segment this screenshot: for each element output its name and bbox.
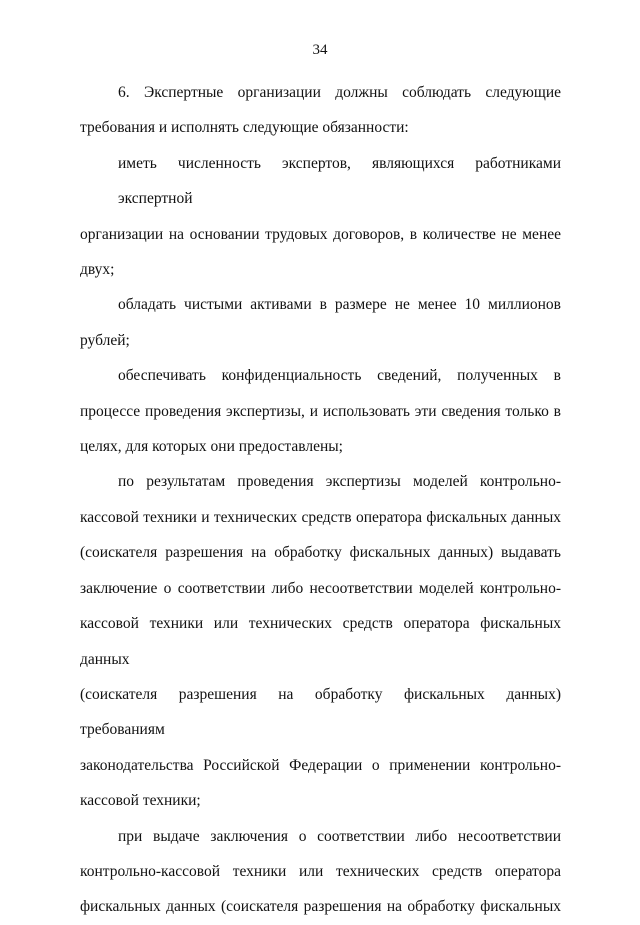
text-line: по результатам проведения экспертизы моделей контрольно- — [118, 473, 561, 491]
text-line: обеспечивать конфиденциальность сведений, полученных в — [118, 367, 561, 385]
text-line: контрольно-кассовой техники или технических средств оператора — [80, 862, 561, 880]
text-line: законодательства Российской Федерации о применении контрольно- — [80, 756, 561, 774]
paragraph-net-assets — [80, 287, 561, 358]
paragraph-6-intro — [80, 75, 561, 146]
text-line: (соискателя разрешения на обработку фискальных данных) требованиям — [80, 685, 561, 739]
text-line: кассовой техники; — [80, 792, 201, 810]
text-line: требования и исполнять следующие обязанности: — [80, 119, 409, 137]
text-line: обладать чистыми активами в размере не менее 10 миллионов — [118, 296, 561, 314]
text-line: (соискателя разрешения на обработку фискальных данных) выдавать — [80, 544, 561, 562]
text-line: целях, для которых они предоставлены; — [80, 438, 343, 456]
text-line: двух; — [80, 261, 115, 279]
paragraph-experts-count — [80, 146, 561, 288]
text-line: при выдаче заключения о соответствии либо несоответствии — [118, 827, 561, 845]
text-line: процессе проведения экспертизы, и использовать эти сведения только в — [80, 402, 561, 420]
text-line: фискальных данных (соискателя разрешения на обработку фискальных — [80, 898, 561, 916]
text-line: 6. Экспертные организации должны соблюдать следующие — [118, 84, 561, 101]
text-line: организации на основании трудовых договоров, в количестве не менее — [80, 225, 561, 243]
text-line: кассовой техники и технических средств оператора фискальных данных — [80, 508, 561, 526]
text-line: рублей; — [80, 331, 130, 349]
paragraph-confidentiality — [80, 358, 561, 464]
paragraph-issuing-conclusion — [80, 819, 561, 925]
text-line: кассовой техники или технических средств оператора фискальных данных — [80, 615, 561, 668]
text-line: заключение о соответствии либо несоответствии моделей контрольно- — [80, 579, 561, 597]
text-line: иметь численность экспертов, являющихся работниками экспертной — [118, 154, 561, 208]
page-number: 34 — [312, 42, 328, 58]
document-body — [80, 75, 561, 925]
paragraph-expertise-results — [80, 464, 561, 818]
